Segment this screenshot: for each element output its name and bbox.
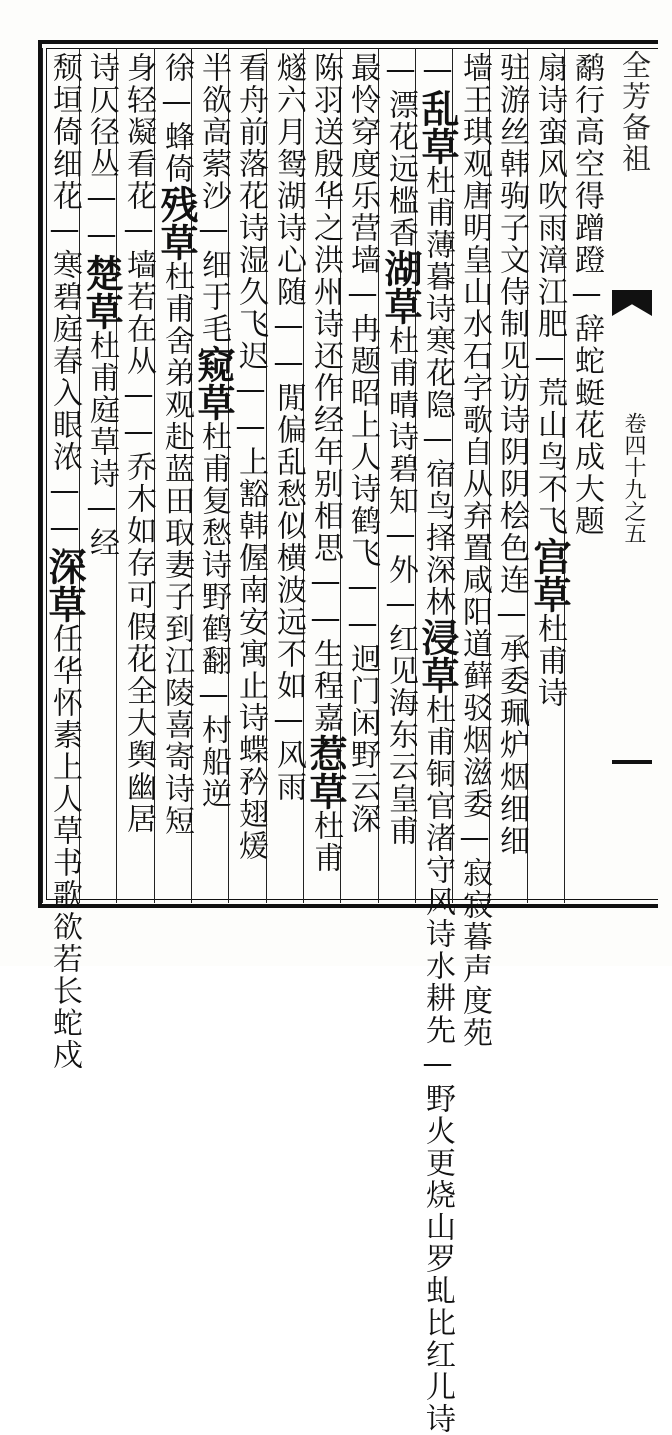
text-column: [118, 52, 158, 898]
separator-dash: —: [121, 414, 156, 451]
separator-dash: —: [84, 490, 119, 527]
text-column: [79, 52, 124, 898]
running-head: 全芳备祖: [618, 50, 652, 174]
text-segment: 诗仄径丛: [84, 52, 119, 180]
text-column: [415, 52, 460, 1435]
entry-heading: 窥草: [191, 345, 236, 421]
entry-heading: 残草: [154, 185, 199, 261]
text-segment: 颓垣倚细花: [47, 52, 82, 212]
text-segment: 荒山鸟不飞: [532, 377, 567, 537]
separator-dash: —: [345, 606, 380, 643]
separator-dash: —: [271, 308, 306, 345]
text-segment: 閒偏乱愁似横波远不如: [271, 382, 306, 702]
text-segment: 上豁韩偓南安寓止诗蝶矜翅煖: [233, 446, 268, 862]
separator-dash: —: [457, 820, 492, 857]
text-column: [342, 52, 382, 898]
separator-dash: —: [47, 510, 82, 547]
entry-heading: 浸草: [415, 618, 460, 694]
separator-dash: —: [271, 702, 306, 739]
text-column: [454, 52, 494, 1049]
text-segment: 最怜穿度乐营墙: [345, 52, 380, 276]
separator-dash: —: [420, 52, 455, 89]
text-column: [566, 52, 606, 898]
text-segment: 墙王琪观唐明皇山水石字歌自从弃置咸阳道藓驳烟滋委: [457, 52, 492, 820]
text-segment: 半欲高萦沙: [196, 52, 231, 212]
separator-dash: —: [271, 345, 306, 382]
text-segment: 冉题昭上人诗鹤飞: [345, 313, 380, 569]
text-segment: 乔木如存可假花全大舆幽居: [121, 451, 156, 835]
text-segment: 看舟前落花诗湿久飞迟: [233, 52, 268, 372]
separator-dash: —: [383, 517, 418, 554]
separator-dash: —: [345, 276, 380, 313]
text-column: [378, 52, 423, 898]
separator-dash: —: [494, 596, 529, 633]
text-segment: 寒碧庭春入眼浓: [47, 249, 82, 473]
entry-heading: 惹草: [303, 734, 348, 810]
text-segment: 杜甫诗: [532, 613, 567, 709]
text-segment: 村船逆: [196, 714, 231, 810]
text-column: [303, 52, 348, 898]
text-column: [230, 52, 270, 898]
text-segment: 迥门闲野云深: [345, 643, 380, 835]
text-segment: 杜甫庭草诗: [84, 330, 119, 490]
text-segment: 经: [84, 527, 119, 559]
text-column: [268, 52, 308, 898]
entry-heading: 楚草: [79, 254, 124, 330]
text-segment: 承委珮炉烟细细: [494, 633, 529, 857]
text-segment: 陈羽送殷华之洪州诗还作经年别相思: [308, 52, 343, 564]
separator-dash: —: [47, 212, 82, 249]
text-segment: 细于毛: [196, 249, 231, 345]
text-segment: 漂花远槛香: [383, 89, 418, 249]
text-segment: 风雨: [271, 739, 306, 803]
text-segment: 宿鸟择深林: [420, 458, 455, 618]
text-segment: 寂寂暮声度苑: [457, 857, 492, 1049]
text-segment: 任华怀素上人草: [47, 623, 82, 847]
entry-heading: 乱草: [415, 89, 460, 165]
separator-dash: —: [420, 1046, 455, 1083]
text-segment: 鹬行高空得蹭蹬: [569, 52, 604, 276]
separator-dash: —: [159, 84, 194, 121]
text-column: [491, 52, 531, 898]
text-segment: 杜甫薄暮诗寒花隐: [420, 165, 455, 421]
separator-dash: —: [196, 677, 231, 714]
text-column: [42, 52, 87, 1071]
entry-heading: 深草: [42, 547, 87, 623]
separator-dash: —: [84, 180, 119, 217]
text-column: [154, 52, 199, 898]
separator-dash: —: [47, 473, 82, 510]
separator-dash: —: [420, 421, 455, 458]
separator-dash: —: [532, 340, 567, 377]
text-segment: 杜甫铜官渚守风诗水耕先: [420, 694, 455, 1046]
lower-mark: [612, 760, 652, 764]
separator-dash: —: [383, 52, 418, 89]
text-segment: 外: [383, 554, 418, 586]
separator-dash: —: [84, 217, 119, 254]
text-segment: 辞蛇蜓花成大题: [569, 313, 604, 537]
text-segment: 驻游丝韩驹子文侍制见访诗阴阴桧色连: [494, 52, 529, 596]
text-segment: 生程嘉: [308, 638, 343, 734]
text-segment: 杜甫晴诗碧知: [383, 325, 418, 517]
text-segment: 墙若在从: [121, 249, 156, 377]
text-segment: 杜甫: [308, 810, 343, 874]
text-segment: 野火更烧山罗虬比红儿诗: [420, 1083, 455, 1435]
separator-dash: —: [233, 372, 268, 409]
separator-dash: —: [569, 276, 604, 313]
text-segment: 扇诗蛮风吹雨漳江肥: [532, 52, 567, 340]
text-segment: 蜂倚: [159, 121, 194, 185]
column-rule: [42, 48, 43, 903]
separator-dash: —: [345, 569, 380, 606]
entry-heading: 宫草: [527, 537, 572, 613]
text-segment: 燧六月鸳湖诗心随: [271, 52, 306, 308]
separator-dash: —: [233, 409, 268, 446]
separator-dash: —: [121, 377, 156, 414]
separator-dash: —: [121, 212, 156, 249]
text-segment: 书歌欲若长蛇戍: [47, 847, 82, 1071]
text-segment: 红见海东云皇甫: [383, 623, 418, 847]
text-column: [191, 52, 236, 898]
separator-dash: —: [308, 564, 343, 601]
text-segment: 杜甫复愁诗野鹤翻: [196, 421, 231, 677]
text-segment: 杜甫舍弟观赴蓝田取妻子到江陵喜寄诗短: [159, 261, 194, 837]
text-column: [527, 52, 572, 898]
separator-dash: —: [196, 212, 231, 249]
text-segment: 徐: [159, 52, 194, 84]
volume-label: 卷四十九之五: [621, 412, 646, 544]
separator-dash: —: [308, 601, 343, 638]
separator-dash: —: [383, 586, 418, 623]
text-segment: 身轻凝看花: [121, 52, 156, 212]
entry-heading: 湖草: [378, 249, 423, 325]
